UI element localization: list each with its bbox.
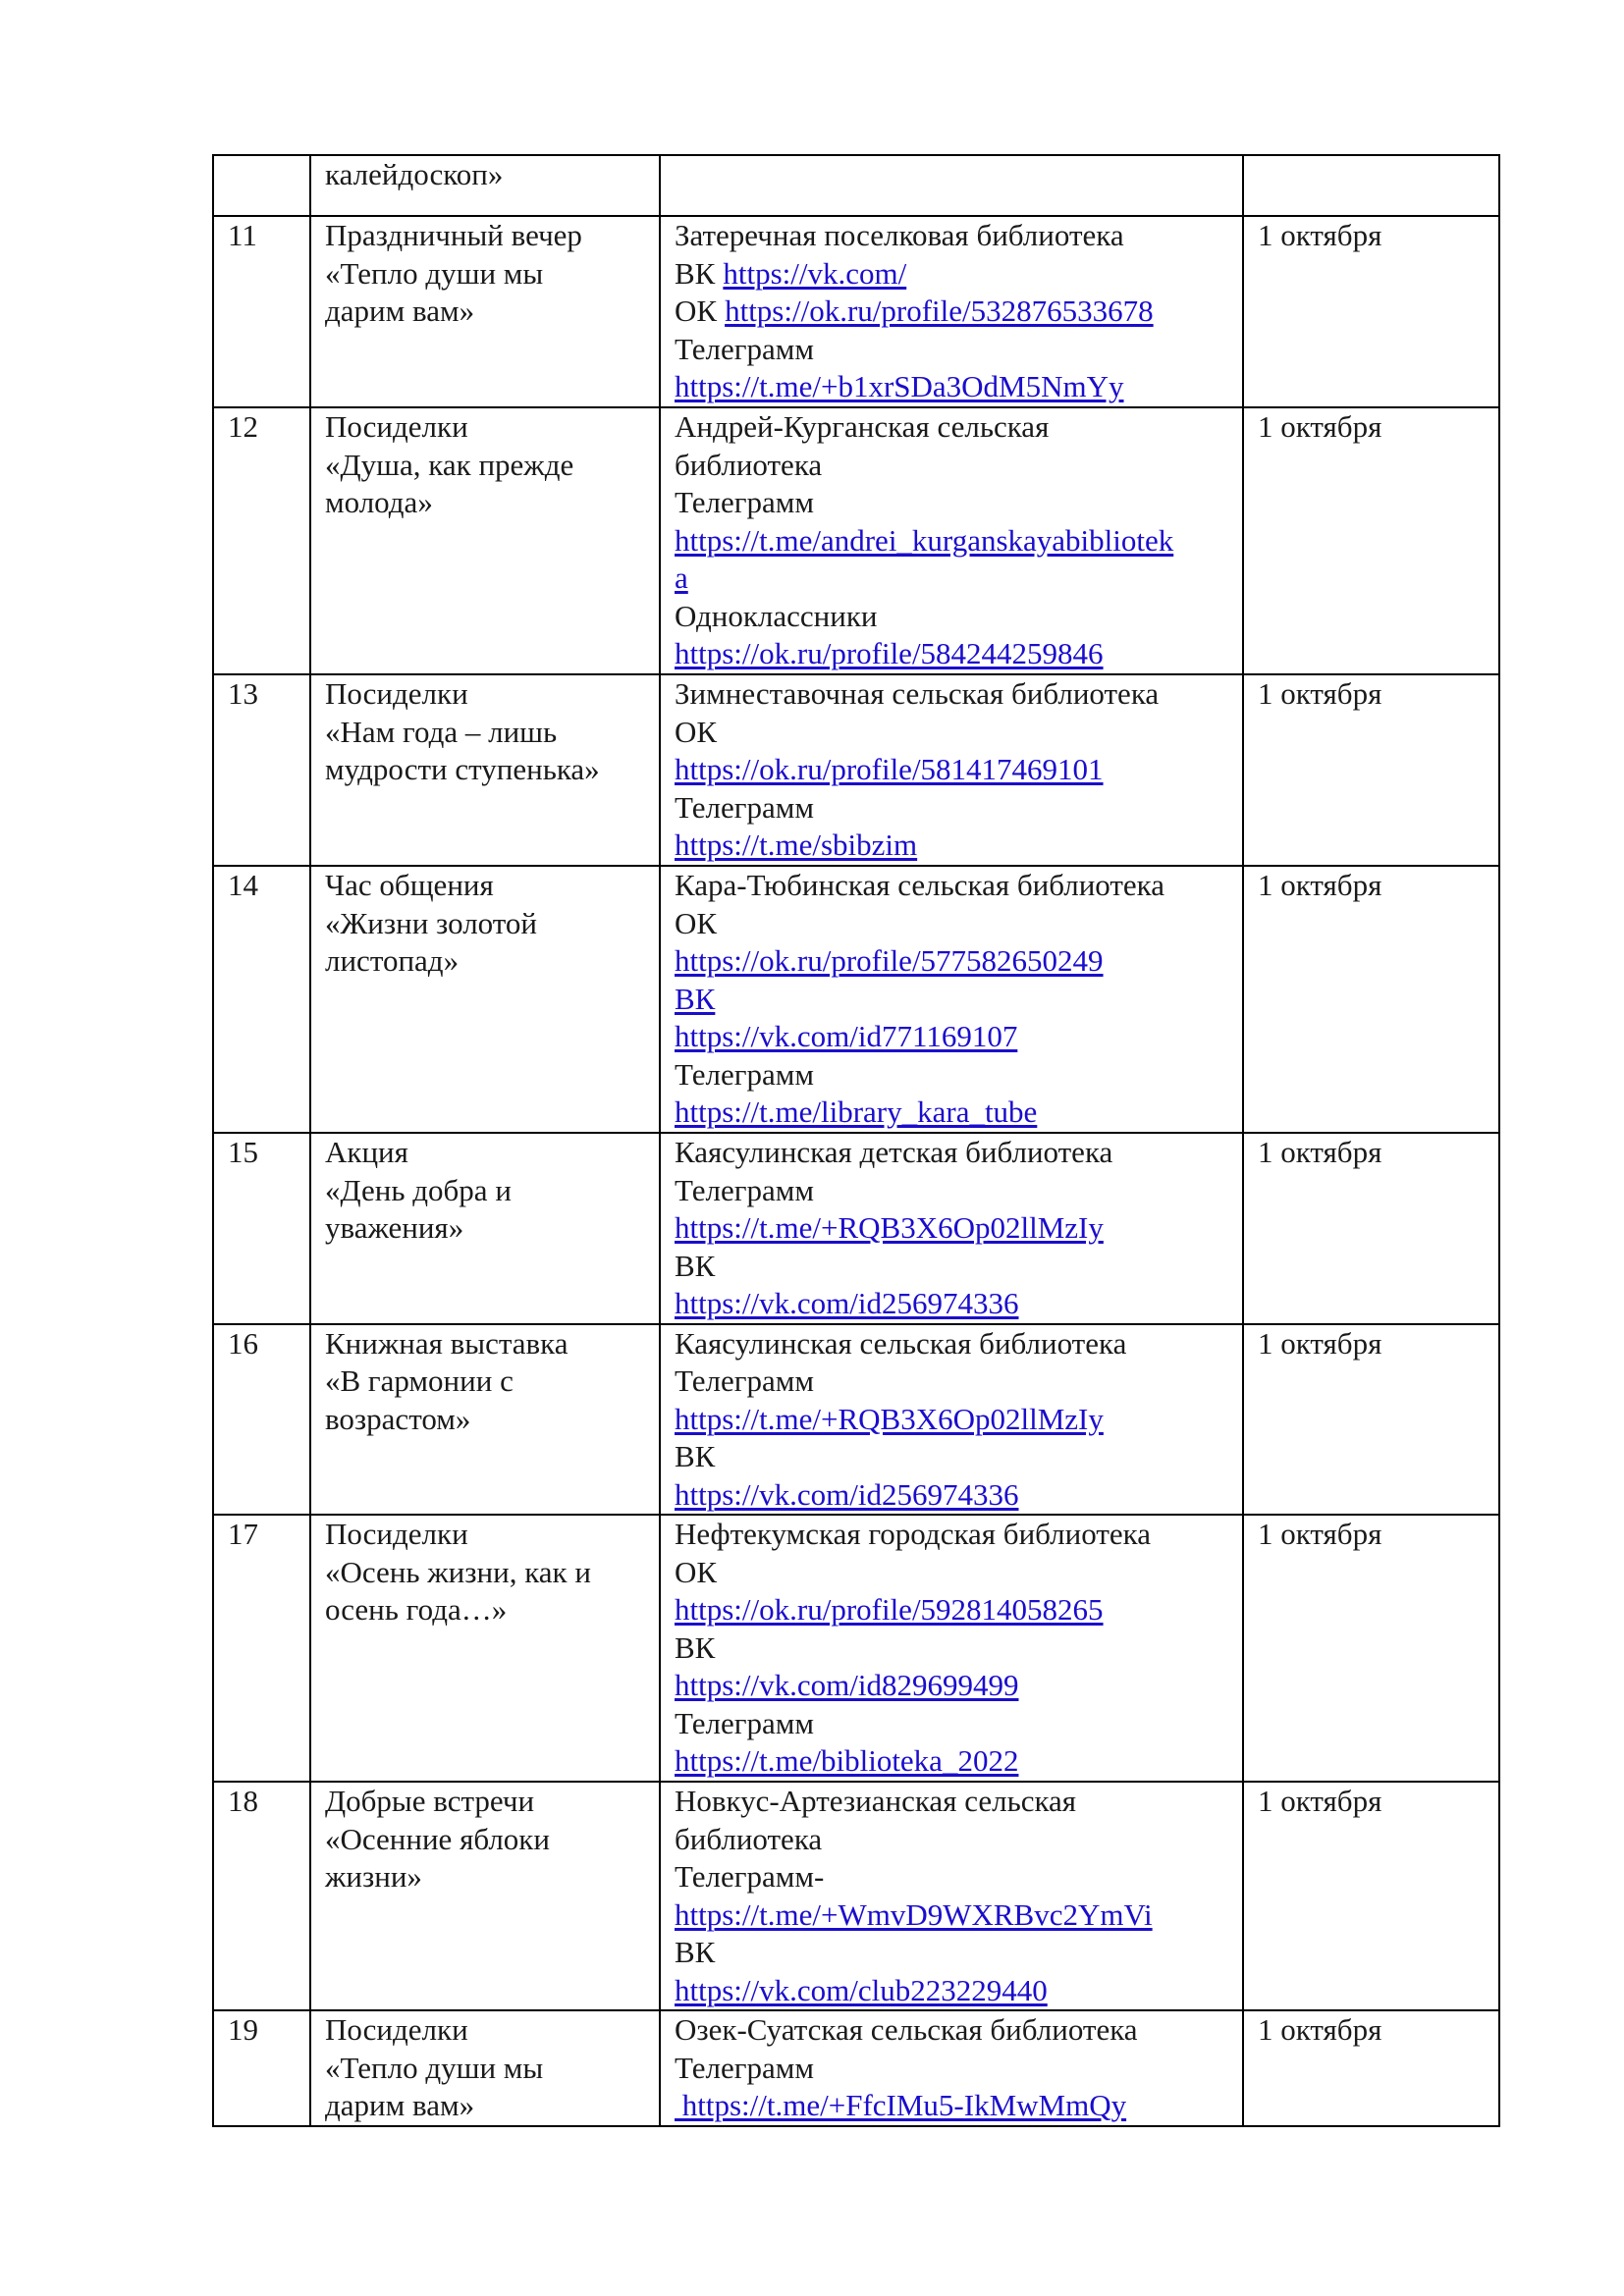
event-cell [310, 216, 660, 407]
event-cell [310, 407, 660, 674]
event-line: жизни» [325, 1859, 422, 1894]
event-line: «Душа, как прежде [325, 447, 574, 482]
place-name: Озек-Суатская сельская библиотека [675, 2012, 1138, 2047]
place-name: Каясулинская сельская библиотека [675, 1325, 1127, 1361]
vk-link[interactable]: https://vk.com/id256974336 [675, 1286, 1019, 1320]
event-line: Книжная выставка [325, 1325, 568, 1361]
event-line: возрастом» [325, 1401, 471, 1436]
ok-link[interactable]: https://ok.ru/profile/532876533678 [725, 294, 1154, 328]
date-cell: 1 октября [1243, 866, 1499, 1133]
telegram-link[interactable]: https://t.me/+b1xrSDa3OdM5NmYy [675, 369, 1124, 403]
telegram-link-continued[interactable]: a [675, 561, 688, 595]
event-line: молода» [325, 485, 433, 519]
event-cell [310, 674, 660, 866]
social-label: Одноклассники [675, 598, 878, 633]
vk-link[interactable]: https://vk.com/id771169107 [675, 1019, 1018, 1053]
ok-link[interactable]: https://ok.ru/profile/577582650249 [675, 943, 1104, 978]
table-row [213, 155, 1499, 216]
social-label: Телеграмм- [675, 1859, 825, 1894]
row-number-cell: 12 [213, 407, 310, 674]
event-cell [310, 866, 660, 1133]
social-label: Телеграмм [675, 1172, 814, 1207]
table-row [213, 2010, 1499, 2126]
date-cell: 1 октября [1243, 1324, 1499, 1516]
telegram-link[interactable]: https://t.me/library_kara_tube [675, 1095, 1038, 1129]
event-line: «День добра и [325, 1172, 512, 1207]
table-row [213, 1515, 1499, 1782]
date-cell [1243, 155, 1499, 216]
event-line: Посиделки [325, 2012, 468, 2047]
event-line: Акция [325, 1135, 408, 1169]
telegram-link[interactable]: https://t.me/+FfcIMu5-IkMwMmQy [675, 2088, 1127, 2122]
social-label: ОК [675, 714, 718, 749]
social-label: Телеграмм [675, 1363, 814, 1398]
date-cell: 1 октября [1243, 407, 1499, 674]
social-label: Телеграмм [675, 789, 814, 825]
place-cell [660, 216, 1243, 407]
place-cell [660, 1782, 1243, 2010]
events-table-body [213, 155, 1499, 2126]
telegram-link[interactable]: https://t.me/andrei_kurganskayabibliotek [675, 522, 1174, 558]
social-label: ОК [675, 1554, 718, 1589]
event-line: «Тепло души мы [325, 255, 544, 291]
social-label: ОК [675, 905, 718, 940]
telegram-link[interactable]: https://t.me/+RQB3X6Op02llMzIy [675, 1210, 1104, 1245]
event-line: дарим вам» [325, 2088, 475, 2122]
social-label: ВК [675, 1935, 716, 1969]
social-label: Телеграмм [675, 2050, 814, 2085]
telegram-link[interactable]: https://t.me/+WmvD9WXRBvc2YmVi [675, 1896, 1153, 1932]
social-label: ОК [675, 294, 718, 328]
social-line [675, 293, 1228, 331]
row-number-cell: 18 [213, 1782, 310, 2010]
table-row [213, 407, 1499, 674]
place-cell [660, 1324, 1243, 1516]
vk-link[interactable]: https://vk.com/id829699499 [675, 1668, 1019, 1702]
row-number-cell: 11 [213, 216, 310, 407]
place-name: Нефтекумская городская библиотека [675, 1517, 1151, 1551]
row-number-cell: 15 [213, 1133, 310, 1324]
place-name: Кара-Тюбинская сельская библиотека [675, 868, 1165, 902]
date-cell: 1 октября [1243, 1515, 1499, 1782]
event-line: листопад» [325, 943, 460, 978]
events-table [212, 154, 1500, 2127]
place-cell [660, 155, 1243, 216]
telegram-link[interactable]: https://t.me/biblioteka_2022 [675, 1743, 1019, 1778]
row-number-cell: 13 [213, 674, 310, 866]
social-label: ВК [675, 1629, 716, 1665]
event-line: «Жизни золотой [325, 905, 537, 940]
table-row [213, 1324, 1499, 1516]
table-row [213, 674, 1499, 866]
event-line: Добрые встречи [325, 1784, 535, 1818]
event-line: «Нам года – лишь [325, 714, 558, 749]
place-cell [660, 674, 1243, 866]
ok-link[interactable]: https://ok.ru/profile/584244259846 [675, 636, 1104, 670]
place-name: библиотека [675, 447, 823, 482]
event-line: Праздничный вечер [325, 218, 582, 252]
event-line: «В гармонии с [325, 1363, 514, 1398]
event-line: «Осенние яблоки [325, 1821, 550, 1856]
event-line: Посиделки [325, 676, 468, 711]
event-line: осень года…» [325, 1592, 508, 1627]
table-row [213, 1782, 1499, 2010]
social-label: ВК [675, 1439, 716, 1473]
table-row [213, 1133, 1499, 1324]
social-label: ВК [675, 1248, 716, 1283]
event-line: уважения» [325, 1210, 464, 1245]
table-row [213, 866, 1499, 1133]
row-number-cell: 16 [213, 1324, 310, 1516]
event-cell [310, 1782, 660, 2010]
event-line: дарим вам» [325, 294, 475, 328]
event-cell [310, 1133, 660, 1324]
ok-link[interactable]: https://ok.ru/profile/592814058265 [675, 1592, 1104, 1627]
event-line: Час общения [325, 868, 494, 902]
date-cell: 1 октября [1243, 674, 1499, 866]
row-number-cell: 14 [213, 866, 310, 1133]
date-cell: 1 октября [1243, 1782, 1499, 2010]
place-name: библиотека [675, 1821, 823, 1856]
table-row [213, 216, 1499, 407]
event-line: «Осень жизни, как и [325, 1554, 591, 1589]
place-cell [660, 1515, 1243, 1782]
social-label: ВК [675, 255, 716, 291]
social-label: Телеграмм [675, 1056, 814, 1092]
place-cell [660, 407, 1243, 674]
vk-link[interactable]: https://vk.com/ [723, 255, 907, 291]
event-cell [310, 2010, 660, 2126]
date-cell: 1 октября [1243, 1133, 1499, 1324]
event-cell [310, 1515, 660, 1782]
place-cell [660, 1133, 1243, 1324]
place-name: Новкус-Артезианская сельская [675, 1784, 1077, 1818]
social-label: Телеграмм [675, 485, 814, 519]
place-name: Каясулинская детская библиотека [675, 1135, 1113, 1169]
place-name: Андрей-Курганская сельская [675, 409, 1050, 444]
date-cell: 1 октября [1243, 216, 1499, 407]
event-line: Посиделки [325, 1517, 468, 1551]
telegram-link[interactable]: https://t.me/sbibzim [675, 828, 918, 862]
row-number-cell: 17 [213, 1515, 310, 1782]
event-line: Посиделки [325, 409, 468, 444]
event-line: мудрости ступенька» [325, 752, 600, 786]
social-label: Телеграмм [675, 1705, 814, 1740]
row-number-cell [213, 155, 310, 216]
place-cell [660, 2010, 1243, 2126]
date-cell: 1 октября [1243, 2010, 1499, 2126]
place-cell [660, 866, 1243, 1133]
vk-label-link[interactable]: ВК [675, 981, 716, 1016]
event-cell [310, 1324, 660, 1516]
ok-link[interactable]: https://ok.ru/profile/581417469101 [675, 752, 1104, 786]
social-label: Телеграмм [675, 331, 814, 366]
event-line: калейдоскоп» [325, 157, 504, 191]
social-line [675, 255, 1228, 294]
vk-link[interactable]: https://vk.com/club223229440 [675, 1972, 1048, 2007]
row-number-cell: 19 [213, 2010, 310, 2126]
place-name: Зимнеставочная сельская библиотека [675, 676, 1160, 711]
vk-link[interactable]: https://vk.com/id256974336 [675, 1476, 1019, 1512]
event-line: «Тепло души мы [325, 2050, 544, 2085]
event-cell [310, 155, 660, 216]
place-name: Затеречная поселковая библиотека [675, 218, 1124, 252]
telegram-link[interactable]: https://t.me/+RQB3X6Op02llMzIy [675, 1401, 1104, 1436]
